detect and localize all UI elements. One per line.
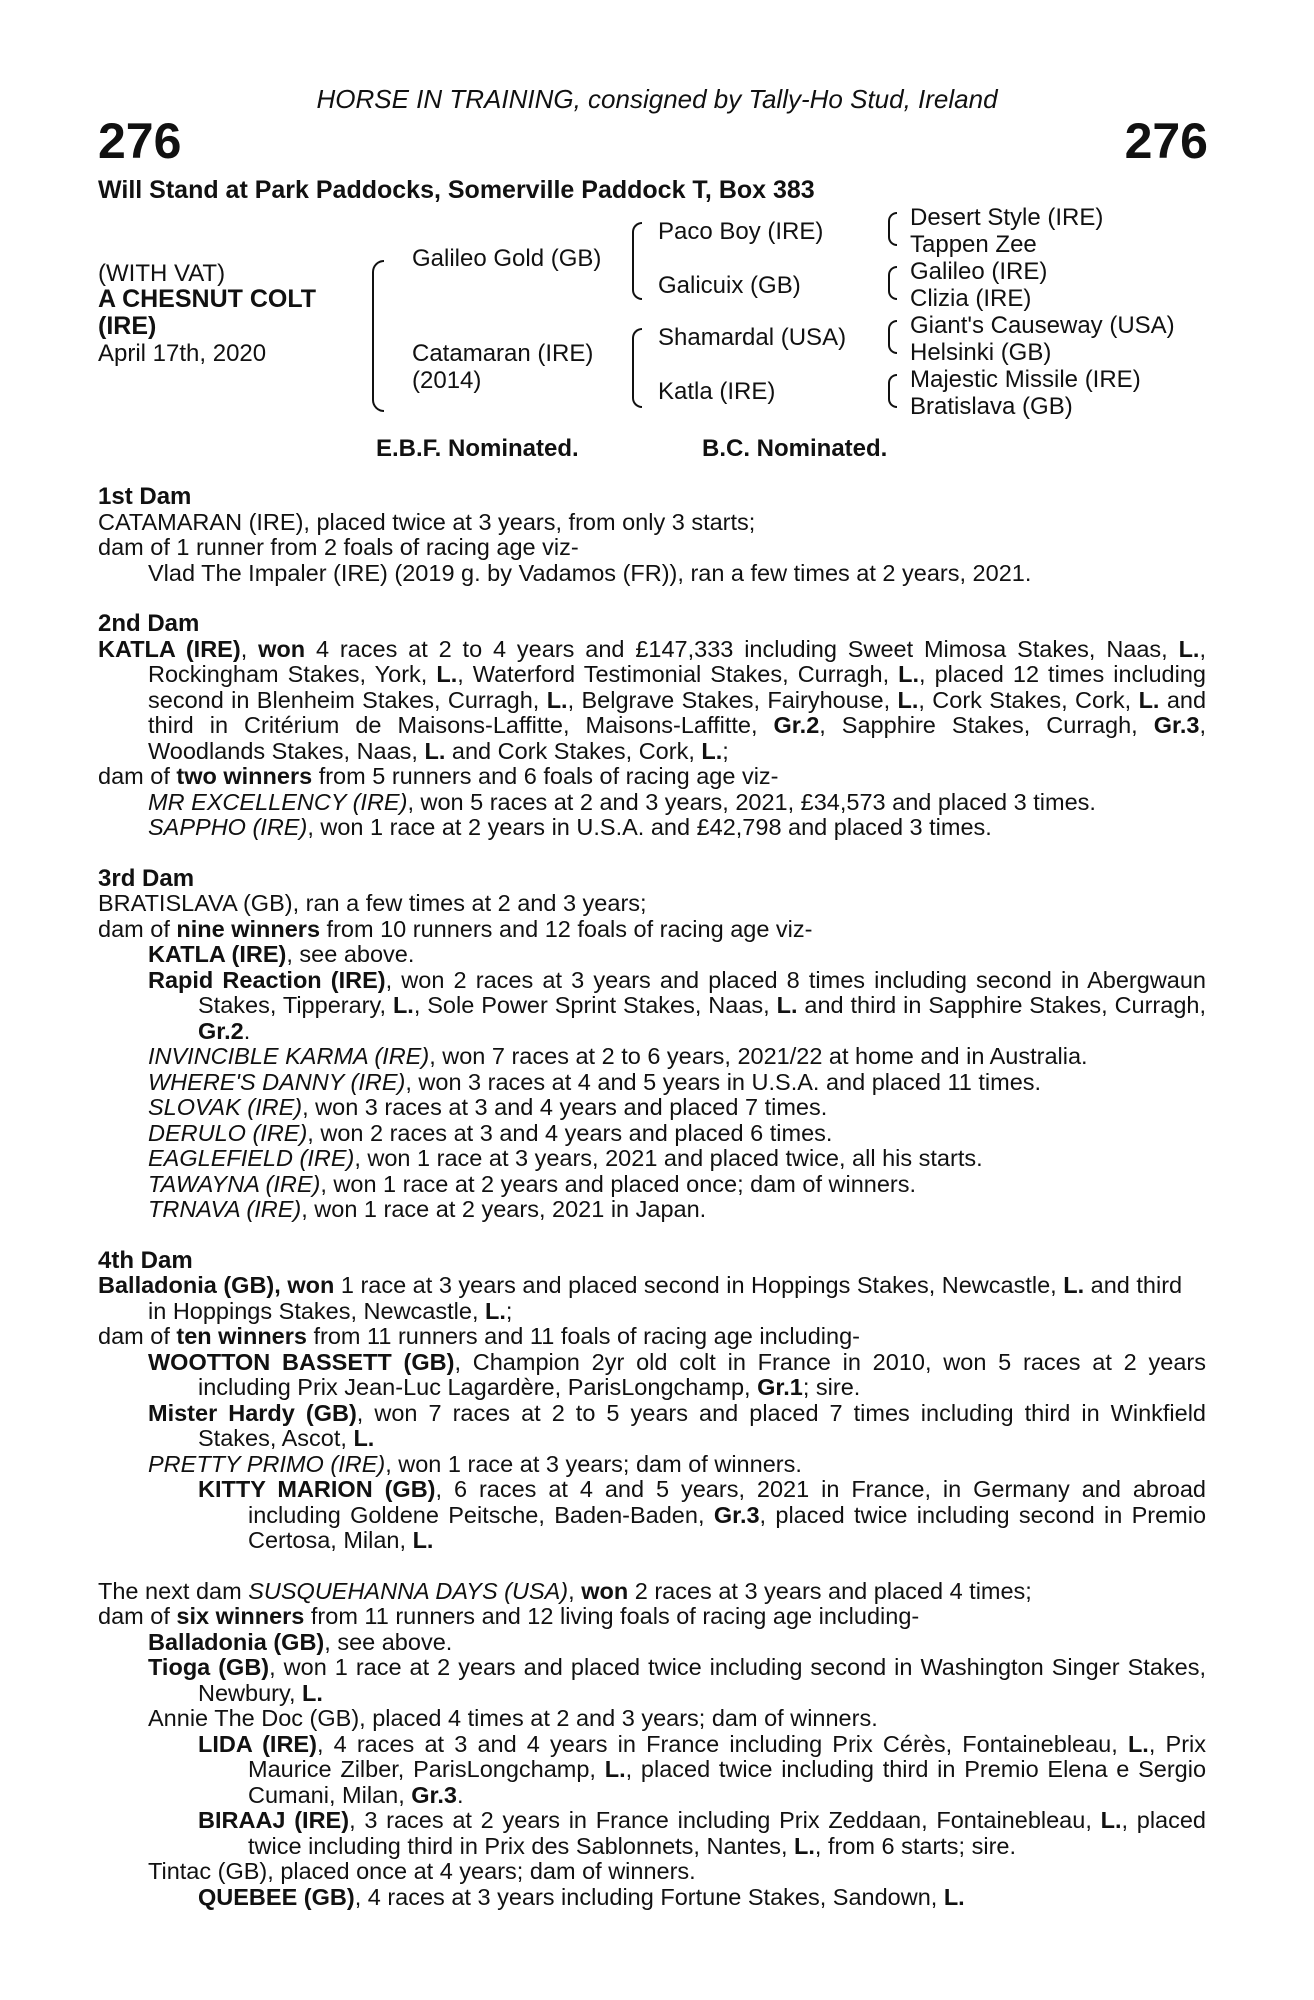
produce-entry [98,1121,1206,1147]
dam-of-text: from 11 runners and 11 foals of racing age including- [313,1323,860,1349]
produce-entry [98,1452,1206,1478]
horse-name: KITTY MARION (GB) [198,1476,436,1502]
group-label: Gr.3 [411,1781,457,1808]
produce-entry [98,1477,1206,1554]
produce-entry: Tintac (GB), placed once at 4 years; dam of winners. [148,1858,696,1884]
section-title: 2nd Dam [98,610,200,637]
entry-text: , won 3 races at 3 and 4 years and placed 7 times. [302,1094,828,1120]
entry-text: , placed 12 times including second in Blenheim Stakes, Curragh, [148,661,1206,713]
produce-entry [98,1172,1206,1198]
produce-entry [98,1401,1206,1452]
won-label: won [258,635,306,662]
produce-entry [98,1197,1206,1223]
dam-of-text: from 10 runners and 12 foals of racing age viz- [326,915,813,942]
grand-ancestor-7: Majestic Missile (IRE) [910,366,1141,393]
sire-sire: Paco Boy (IRE) [658,218,824,245]
horse-name: Mister Hardy (GB) [148,1399,357,1426]
listed-label: L. [392,992,414,1018]
produce-record [98,484,1206,1910]
foaling-date: April 17th, 2020 [98,340,267,367]
entry-text: , won 1 race at 2 years in U.S.A. and £42,798 and placed 3 times. [307,814,992,840]
dam: Catamaran (IRE) [412,340,594,367]
sire-dam: Galicuix (GB) [658,272,801,299]
pedigree-brace [632,328,642,408]
entry-text: , 4 races at 3 and 4 years in France including Prix Cérès, Fontainebleau, [316,1730,1118,1757]
listed-label: L. [701,737,723,764]
produce-entry: Vlad The Impaler (IRE) (2019 g. by Vadamos (FR)), ran a few times at 2 years, 2021. [148,559,1032,586]
sire: Galileo Gold (GB) [412,245,602,272]
dam-of-line [98,917,1206,943]
listed-label: L. [794,1832,815,1859]
entry-text: , Champion 2yr old colt in France in 2010, won 5 races at 2 years including Prix Jean-Luc Lagardère, ParisLongchamp, [198,1348,1206,1400]
dam-sire: Shamardal (USA) [658,324,847,351]
grand-ancestor-5: Giant's Causeway (USA) [910,312,1175,339]
entry-text: and third in Hoppings Stakes, Newcastle, [148,1272,1183,1324]
listed-label: L. [1063,1272,1085,1298]
pedigree-brace [888,212,897,246]
listed-label: L. [897,686,919,713]
entry-text: , won 2 races at 3 and 4 years and placed 6 times. [307,1119,833,1146]
winners-count: six winners [176,1603,305,1629]
winners-count: nine winners [176,915,321,942]
horse-name: INVINCIBLE KARMA (IRE) [148,1043,430,1069]
pedigree-brace [888,320,897,354]
entry-text: 4 races at 2 to 4 years and £147,333 including Sweet Mimosa Stakes, Naas, [315,635,1168,662]
entry-text: , from 6 starts; sire. [814,1832,1016,1859]
dam-of-line [98,1324,1206,1350]
horse-name: SLOVAK (IRE) [148,1094,303,1120]
horse-name: BIRAAJ (IRE) [198,1807,350,1833]
entry-text: , 4 races at 3 years including Fortune Stakes, Sandown, [354,1883,938,1910]
produce-entry [98,1885,1206,1911]
produce-entry [98,942,1206,968]
dam-of-text: dam of [98,915,170,942]
section-title: 1st Dam [98,483,192,510]
horse-name: Balladonia (GB) [148,1628,325,1655]
horse-name: SAPPHO (IRE) [148,814,308,840]
section-title: 4th Dam [98,1246,193,1274]
dam-of-text: from 11 runners and 12 living foals of racing age including- [310,1603,920,1629]
entry-text: , placed twice including third in Prix des Sablonnets, Nantes, [248,1807,1207,1859]
entry-text: . [457,1781,464,1808]
dam-of-line [98,1604,1206,1630]
horse-name: Balladonia (GB) [98,1272,275,1298]
pedigree-brace [888,266,897,300]
entry-text: , see above. [286,941,415,967]
produce-entry [98,815,1206,841]
entry-text: and third in Sapphire Stakes, Curragh, [804,992,1207,1018]
horse-name: LIDA (IRE) [198,1730,317,1757]
horse-name: PRETTY PRIMO (IRE) [148,1450,386,1477]
entry-text: , Cork Stakes, Cork, [918,686,1132,713]
horse-name: Rapid Reaction (IRE) [148,966,386,993]
entry-text: , won 5 races at 2 and 3 years, 2021, £34,573 and placed 3 times. [407,788,1096,815]
produce-entry [98,968,1206,1045]
dam-dam: Katla (IRE) [658,378,776,405]
vat-note: (WITH VAT) [98,260,226,287]
entry-text: , Sapphire Stakes, Curragh, [819,712,1138,738]
entry-text: , Belgrave Stakes, Fairyhouse, [567,686,891,713]
entry-text: and third in Critérium de Maisons-Laffitte, Maisons-Laffitte, [148,686,1207,738]
grand-ancestor-3: Galileo (IRE) [910,258,1048,285]
grand-ancestor-2: Tappen Zee [910,231,1037,258]
entry-text: , Prix Maurice Zilber, ParisLongchamp, [248,1730,1206,1782]
entry-text: , won 1 race at 2 years and placed once; dam of winners. [320,1170,917,1197]
produce-entry [98,1044,1206,1070]
group-label: Gr.3 [713,1501,760,1528]
listed-label: L. [943,1883,965,1910]
listed-label: L. [1178,635,1200,662]
entry-text: ; [505,1297,513,1324]
horse-name: SUSQUEHANNA DAYS (USA) [248,1577,569,1604]
consignment-line: HORSE IN TRAINING, consigned by Tally-Ho Stud, Ireland [316,84,998,114]
grand-ancestor-8: Bratislava (GB) [910,393,1073,420]
listed-label: L. [302,1679,323,1706]
listed-label: L. [412,1527,434,1553]
dam-of-text: from 5 runners and 6 foals of racing age viz- [318,763,779,789]
grand-ancestor-4: Clizia (IRE) [910,285,1032,312]
dam-of-text: dam of [98,1603,170,1629]
stand-location: Will Stand at Park Paddocks, Somerville Paddock T, Box 383 [98,176,815,204]
dam-entry [98,1273,1206,1324]
horse-name: KATLA (IRE) [148,941,287,967]
grand-ancestor-1: Desert Style (IRE) [910,204,1104,231]
entry-text: , won 1 race at 2 years, 2021 in Japan. [301,1196,707,1222]
entry-text: , [568,1577,575,1604]
lot-number-left: 276 [98,113,182,169]
entry-text: , Sole Power Sprint Stakes, Naas, [413,992,770,1018]
horse-name: KATLA (IRE) [98,635,241,662]
horse-name: TRNAVA (IRE) [148,1196,302,1222]
produce-entry [98,1095,1206,1121]
horse-name: TAWAYNA (IRE) [148,1170,321,1197]
entry-text: ; [722,737,729,764]
produce-entry [98,1070,1206,1096]
entry-text: , won 2 races at 3 years and placed 8 times including second in Abergwaun Stakes, Tipperary, [198,966,1206,1018]
horse-name: MR EXCELLENCY (IRE) [148,788,408,815]
entry-text: ; sire. [802,1374,861,1400]
next-dam-line [98,1579,1206,1605]
produce-entry: Annie The Doc (GB), placed 4 times at 2 and 3 years; dam of winners. [148,1705,878,1731]
entry-text: , won 7 races at 2 to 5 years and placed 7 times including third in Winkfield Stakes, Ascot, [198,1399,1206,1451]
produce-entry [98,1630,1206,1656]
horse-name: EAGLEFIELD (IRE) [148,1145,355,1171]
entry-text: , Rockingham Stakes, York, [148,635,1206,687]
horse-description: A CHESNUT COLT [98,285,317,313]
horse-name: WOOTTON BASSETT (GB) [148,1348,455,1375]
entry-text: , won 1 race at 3 years; dam of winners. [385,1450,802,1477]
dam-of-line: dam of 1 runner from 2 foals of racing age viz- [98,534,579,560]
entry-text: , 6 races at 4 and 5 years, 2021 in France, in Germany and abroad including Goldene Peitsche, Baden-Baden, [248,1476,1206,1528]
entry-text: The next dam [98,1577,242,1604]
bc-nomination: B.C. Nominated. [702,435,888,462]
produce-entry [98,1808,1206,1859]
winners-count: two winners [176,763,313,789]
entry-text: , won 1 race at 3 years, 2021 and placed twice, all his starts. [354,1145,983,1171]
listed-label: L. [546,686,568,713]
won-label: , won [274,1272,335,1298]
entry-text: , see above. [324,1628,453,1655]
dam-of-line [98,764,1206,790]
dam-year: (2014) [412,367,482,394]
dam-of-text: dam of [98,1323,170,1349]
horse-name: Tioga (GB) [148,1654,270,1680]
pedigree-brace [888,374,897,408]
listed-label: L. [1100,1807,1122,1833]
entry-text: . [243,1017,251,1044]
horse-name: WHERE'S DANNY (IRE) [148,1068,406,1095]
listed-label: L. [1138,686,1160,713]
entry-text: , 3 races at 2 years in France including Prix Zeddaan, Fontainebleau, [349,1807,1092,1833]
produce-entry [98,1146,1206,1172]
entry-text: , won 3 races at 4 and 5 years in U.S.A. and placed 11 times. [405,1068,1042,1095]
won-label: won [581,1577,629,1604]
group-label: Gr.2 [198,1017,244,1044]
horse-name: DERULO (IRE) [148,1119,308,1146]
entry-text: , Waterford Testimonial Stakes, Curragh, [457,661,890,687]
winners-count: ten winners [176,1323,307,1349]
listed-label: L. [776,992,798,1018]
grand-ancestor-6: Helsinki (GB) [910,339,1052,366]
horse-origin: (IRE) [98,312,157,340]
produce-entry [98,1350,1206,1401]
listed-label: L. [604,1756,626,1782]
ebf-nomination: E.B.F. Nominated. [376,435,579,462]
entry-text: , Woodlands Stakes, Naas, [148,712,1207,764]
group-label: Gr.2 [773,712,820,738]
produce-entry [98,790,1206,816]
listed-label: L. [424,737,446,764]
entry-text: and Cork Stakes, Cork, [451,737,695,764]
dam-of-text: dam of [98,763,170,789]
listed-label: L. [436,661,458,687]
listed-label: L. [353,1425,375,1451]
entry-text: 2 races at 3 years and placed 4 times; [634,1577,1032,1604]
listed-label: L. [1127,1730,1149,1757]
dam-entry: KATLA (IRE), won 4 races at 2 to 4 years and £147,333 including Sweet Mimosa Stakes, Naas, L., Rockingham Stakes, York, L., Waterford Testimonial Stakes, Curragh, L., placed 12 times including second in Blenheim Stakes, Curragh, L., Belgrave Stakes, Fairyhouse, L., Cork Stakes, Cork, L. and third in Critérium de Maisons-Laffitte, Maisons-Laffitte, Gr.2, Sapphire Stakes, Curragh, Gr.3, Woodlands Stakes, Naas, L. and Cork Stakes, Cork, L.; [98,635,1207,764]
entry-text: , won 7 races at 2 to 6 years, 2021/22 at home and in Australia. [429,1043,1088,1069]
lot-number-right: 276 [1124,113,1208,169]
group-label: Gr.1 [757,1374,803,1400]
listed-label: L. [898,661,920,687]
listed-label: L. [485,1297,506,1324]
dam-line: BRATISLAVA (GB), ran a few times at 2 and 3 years; [98,890,647,916]
entry-text: , placed twice including third in Premio Elena e Sergio Cumani, Milan, [248,1756,1207,1808]
horse-name: QUEBEE (GB) [198,1883,355,1910]
entry-text: , placed twice including second in Premio Certosa, Milan, [248,1501,1207,1553]
produce-entry [98,1732,1206,1809]
entry-text: 1 race at 3 years and placed second in Hoppings Stakes, Newcastle, [340,1272,1057,1298]
dam-line: CATAMARAN (IRE), placed twice at 3 years, from only 3 starts; [98,508,756,535]
pedigree-brace [372,260,384,412]
entry-text: , won 1 race at 2 years and placed twice including second in Washington Singer Stakes, Newbury, [198,1654,1206,1706]
pedigree-brace [632,222,642,300]
group-label: Gr.3 [1153,712,1200,738]
section-title: 3rd Dam [98,864,195,892]
produce-entry [98,1655,1206,1706]
